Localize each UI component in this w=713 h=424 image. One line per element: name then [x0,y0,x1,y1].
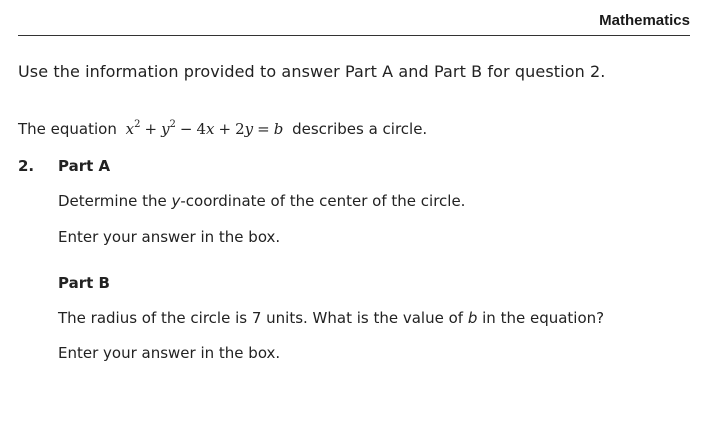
subject-title: Mathematics [599,12,690,29]
part-a-title: Part A [58,157,111,175]
question-number: 2. [18,157,35,175]
part-b-prompt: The radius of the circle is 7 units. What is the value of b in the equation? [58,309,605,327]
circle-equation: $x^2 + y^2 - 4x + 2y = b$ [125,119,284,138]
stem-suffix: describes a circle. [292,120,428,138]
intro-text: Use the information provided to answer Part A and Part B for question 2. [18,62,606,81]
part-b-instruction: Enter your answer in the box. [58,344,281,362]
page-header [18,0,690,36]
stem-prefix: The equation [18,120,117,138]
part-b-title: Part B [58,274,110,292]
question-stem [18,120,427,138]
part-a-instruction: Enter your answer in the box. [58,228,281,246]
part-a-prompt: Determine the y-coordinate of the center of the circle. [58,192,466,210]
